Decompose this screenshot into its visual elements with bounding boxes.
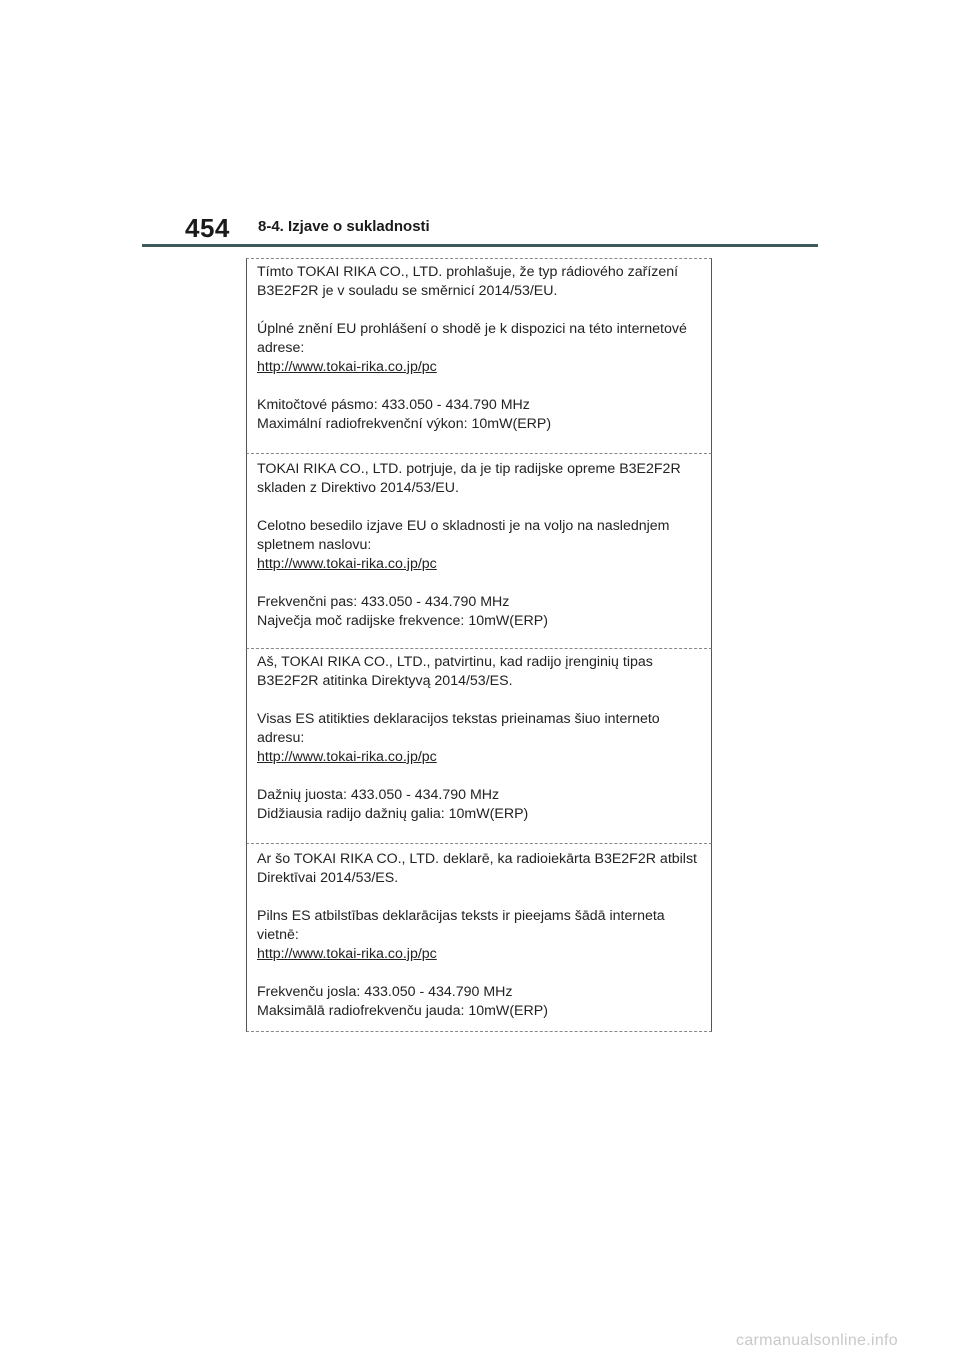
declaration-box-cs (246, 258, 712, 453)
declaration-frequency: Kmitočtové pásmo: 433.050 - 434.790 MHz (257, 397, 530, 413)
declaration-frequency: Frekvenčni pas: 433.050 - 434.790 MHz (257, 594, 510, 610)
declaration-power: Maximální radiofrekvenční výkon: 10mW(ERP) (257, 416, 552, 432)
declaration-box-lv (246, 843, 712, 1032)
header-divider (142, 244, 818, 247)
declaration-url-link[interactable]: http://www.tokai-rika.co.jp/pc (257, 359, 437, 375)
declaration-statement: Aš, TOKAI RIKA CO., LTD., patvirtinu, kad radijo įrenginių tipas B3E2F2R atitinka Direktyvą 2014/53/ES. (257, 654, 653, 689)
declaration-frequency: Dažnių juosta: 433.050 - 434.790 MHz (257, 787, 500, 803)
page-number: 454 (185, 213, 230, 243)
declaration-box-lt (246, 648, 712, 843)
declaration-power: Maksimālā radiofrekvenču jauda: 10mW(ERP) (257, 1003, 548, 1019)
declaration-statement: Tímto TOKAI RIKA CO., LTD. prohlašuje, že typ rádiového zařízení B3E2F2R je v souladu se směrnicí 2014/53/EU. (257, 264, 679, 299)
declaration-frequency: Frekvenču josla: 433.050 - 434.790 MHz (257, 984, 513, 1000)
declaration-box-sl (246, 453, 712, 648)
declaration-url-link[interactable]: http://www.tokai-rika.co.jp/pc (257, 946, 437, 962)
declaration-fulltext-intro: Pilns ES atbilstības deklarācijas teksts ir pieejams šādā interneta vietnē: (257, 908, 665, 943)
declaration-fulltext-intro: Visas ES atitikties deklaracijos tekstas prieinamas šiuo interneto adresu: (257, 711, 660, 746)
declaration-fulltext-intro: Úplné znění EU prohlášení o shodě je k dispozici na této internetové adrese: (257, 321, 687, 356)
declaration-power: Didžiausia radijo dažnių galia: 10mW(ERP) (257, 806, 529, 822)
declaration-url-link[interactable]: http://www.tokai-rika.co.jp/pc (257, 556, 437, 572)
section-title: 8-4. Izjave o sukladnosti (258, 218, 430, 235)
declaration-statement: Ar šo TOKAI RIKA CO., LTD. deklarē, ka radioiekārta B3E2F2R atbilst Direktīvai 2014/53/ES. (257, 851, 697, 886)
declaration-url-link[interactable]: http://www.tokai-rika.co.jp/pc (257, 749, 437, 765)
declaration-statement: TOKAI RIKA CO., LTD. potrjuje, da je tip radijske opreme B3E2F2R skladen z Direktivo 2014/53/EU. (257, 461, 681, 496)
declaration-fulltext-intro: Celotno besedilo izjave EU o skladnosti je na voljo na naslednjem spletnem naslovu: (257, 518, 670, 553)
watermark-text: carmanualsonline.info (736, 1332, 898, 1349)
declaration-power: Največja moč radijske frekvence: 10mW(ERP) (257, 613, 548, 629)
